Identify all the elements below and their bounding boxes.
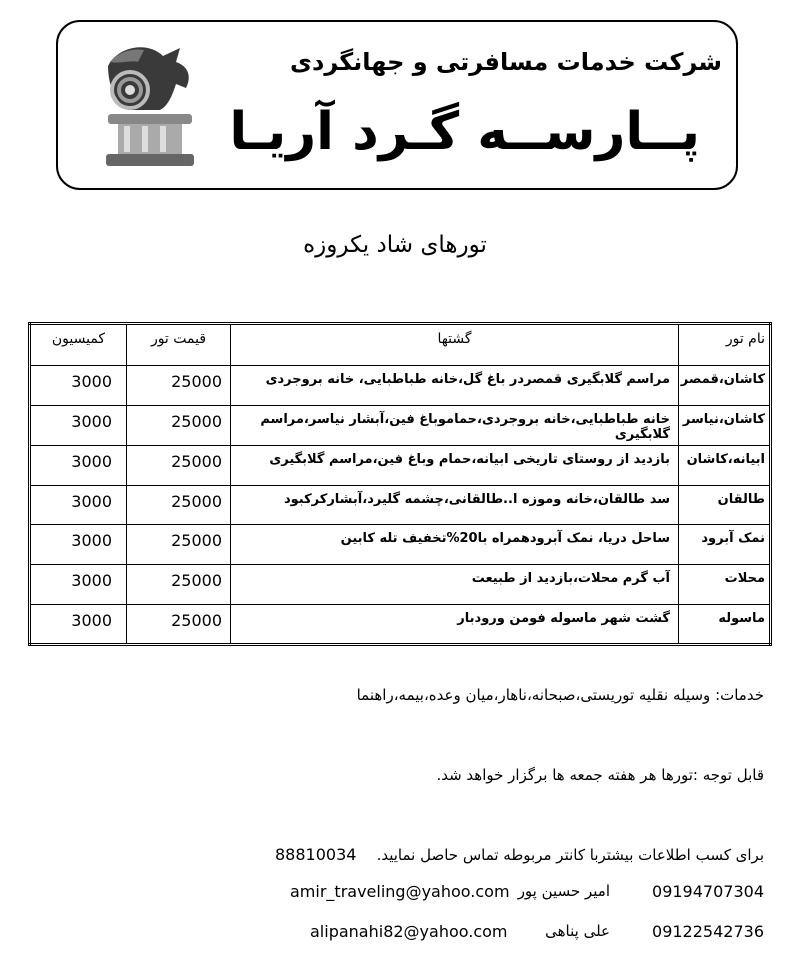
persian-horse-capital-logo [88, 36, 196, 176]
tour-commission: 3000 [30, 485, 127, 525]
header-commission: کمیسیون [30, 324, 127, 366]
contact-name: علی پناهی [545, 922, 610, 940]
services-text: خدمات: وسیله نقلیه توریستی،صبحانه،ناهار،میان وعده،بیمه،راهنما [356, 686, 764, 704]
tour-price: 25000 [127, 366, 231, 406]
company-subtitle: شرکت خدمات مسافرتی و جهانگردی [290, 48, 722, 76]
tour-name: نمک آبرود [679, 525, 771, 565]
header-price: قیمت تور [127, 324, 231, 366]
table-row [30, 445, 771, 485]
tour-commission: 3000 [30, 565, 127, 605]
tour-places: سد طالقان،خانه وموزه ا..طالقانی،چشمه گلیرد،آبشارکرکبود [231, 485, 679, 525]
tour-places: خانه طباطبایی،خانه بروجردی،حماموباغ فین،آبشار نیاسر،مراسم گلابگیری [231, 405, 679, 445]
table-row [30, 405, 771, 445]
table-header-row [30, 324, 771, 366]
company-header [56, 20, 738, 190]
tour-places: ساحل دریا، نمک آبرودهمراه با20%تخفیف تله کابین [231, 525, 679, 565]
contact-name: امیر حسین پور [517, 882, 610, 900]
contact-row [0, 882, 800, 906]
table-row [30, 525, 771, 565]
tour-commission: 3000 [30, 605, 127, 645]
tour-table [28, 322, 772, 646]
contact-email[interactable]: amir_traveling@yahoo.com [290, 882, 510, 901]
contact-row [0, 922, 800, 946]
tour-price: 25000 [127, 565, 231, 605]
tour-name: کاشان،نیاسر [679, 405, 771, 445]
header-places: گشتها [231, 324, 679, 366]
tour-commission: 3000 [30, 366, 127, 406]
tour-price: 25000 [127, 445, 231, 485]
tour-price: 25000 [127, 525, 231, 565]
tour-title: تورهای شاد یکروزه [303, 232, 487, 258]
tour-commission: 3000 [30, 525, 127, 565]
tour-price: 25000 [127, 485, 231, 525]
contact-email[interactable]: alipanahi82@yahoo.com [310, 922, 508, 941]
tour-places: بازدید از روستای تاریخی ابیانه،حمام وباغ فین،مراسم گلابگیری [231, 445, 679, 485]
tour-price: 25000 [127, 605, 231, 645]
tour-name: محلات [679, 565, 771, 605]
tour-name: ابیانه،کاشان [679, 445, 771, 485]
table-row [30, 565, 771, 605]
header-name: نام تور [679, 324, 771, 366]
info-text: برای کسب اطلاعات بیشتربا کانتر مربوطه تماس حاصل نمایید. [376, 846, 764, 864]
table-row [30, 366, 771, 406]
company-name: پــارســه گـرد آریـا [229, 102, 700, 162]
note-text: قابل توجه :تورها هر هفته جمعه ها برگزار خواهد شد. [436, 766, 764, 784]
contact-phone: 09122542736 [652, 922, 764, 941]
tour-name: طالقان [679, 485, 771, 525]
table-row [30, 485, 771, 525]
tour-price: 25000 [127, 405, 231, 445]
tour-places: مراسم گلابگیری قمصردر باغ گل،خانه طباطبایی، خانه بروجردی [231, 366, 679, 406]
tour-name: ماسوله [679, 605, 771, 645]
tour-commission: 3000 [30, 445, 127, 485]
tour-name: کاشان،قمصر [679, 366, 771, 406]
info-phone: 88810034 [275, 845, 357, 864]
tour-places: آب گرم محلات،بازدید از طبیعت [231, 565, 679, 605]
tour-commission: 3000 [30, 405, 127, 445]
contact-phone: 09194707304 [652, 882, 764, 901]
tour-places: گشت شهر ماسوله فومن ورودبار [231, 605, 679, 645]
table-row [30, 605, 771, 645]
